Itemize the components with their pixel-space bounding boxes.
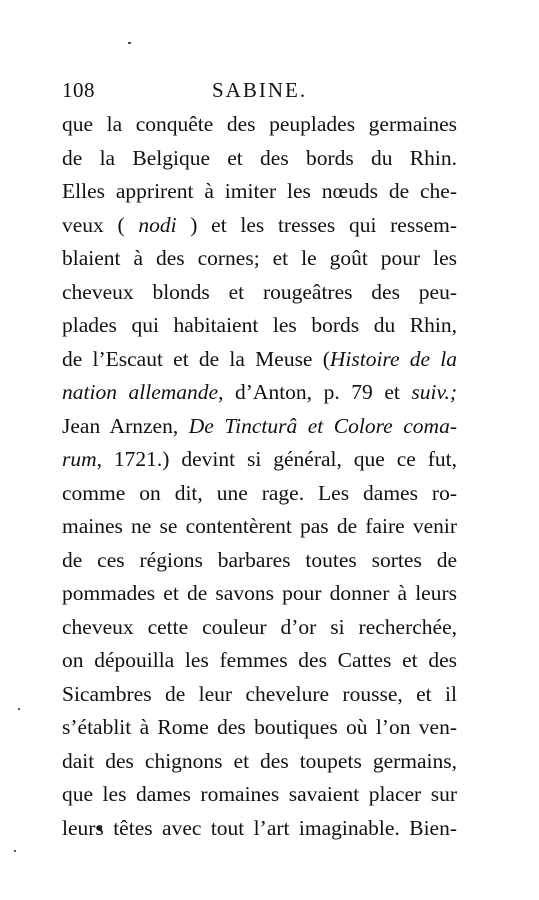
italic-text: Histoire de la [329, 346, 457, 371]
text-segment: ) et les tresses qui ressem- [176, 212, 458, 237]
text-segment: cheveux cette couleur d’or si recherchée, [62, 614, 457, 639]
italic-text: nodi [138, 212, 177, 237]
text-line [62, 711, 457, 745]
text-segment: leurs têtes avec tout l’art imaginable. Bien- [62, 815, 457, 840]
text-segment: comme on dit, une rage. Les dames ro- [62, 480, 457, 505]
text-line [62, 376, 457, 410]
ink-speck-margin-left-low [14, 850, 16, 852]
text-segment: Sicambres de leur chevelure rousse, et il [62, 681, 457, 706]
text-line [62, 410, 457, 444]
text-line [62, 611, 457, 645]
text-segment: cheveux blonds et rougeâtres des peu- [62, 279, 457, 304]
text-line [62, 745, 457, 779]
text-line [62, 510, 457, 544]
text-line [62, 577, 457, 611]
text-line [62, 477, 457, 511]
running-head: SABINE. [212, 78, 308, 102]
text-line [62, 209, 457, 243]
text-line [62, 276, 457, 310]
text-segment: , d’Anton, p. 79 et [218, 380, 412, 404]
text-segment: maines ne se contentèrent pas de faire venir [62, 514, 457, 538]
text-segment: que les dames romaines savaient placer sur [62, 782, 457, 806]
text-line [62, 443, 457, 477]
text-line [62, 544, 457, 578]
italic-text: nation allemande [62, 380, 219, 404]
text-segment: dait des chignons et des toupets germains, [62, 748, 457, 773]
text-segment: que la conquête des peuplades germaines [62, 112, 457, 136]
text-line [62, 644, 457, 678]
ink-speck-margin-left [18, 708, 20, 710]
text-line [62, 309, 457, 343]
text-segment: de la Belgique et des bords du Rhin. [62, 145, 457, 170]
text-segment: de l’Escaut et de la Meuse ( [62, 346, 330, 371]
italic-text: De Tincturâ et Colore coma- [188, 413, 457, 438]
text-line [62, 175, 457, 209]
text-line [62, 242, 457, 276]
text-segment: on dépouilla les femmes des Cattes et des [62, 648, 457, 672]
page-header [62, 78, 462, 110]
text-line [62, 343, 457, 377]
italic-text: suiv.; [411, 380, 457, 404]
text-segment: , 1721.) devint si général, que ce fut, [96, 447, 457, 471]
text-segment: blaient à des cornes; et le goût pour les [62, 246, 457, 270]
text-segment: Elles apprirent à imiter les nœuds de che- [62, 179, 457, 203]
text-line [62, 778, 457, 812]
text-line [62, 678, 457, 712]
text-line [62, 142, 457, 176]
text-segment: Jean Arnzen, [62, 413, 189, 438]
page-number: 108 [62, 78, 95, 102]
text-segment: plades qui habitaient les bords du Rhin, [62, 313, 457, 337]
text-segment: pommades et de savons pour donner à leurs [62, 581, 457, 605]
ink-speck-top [128, 42, 131, 44]
text-line [62, 812, 457, 846]
text-segment: de ces régions barbares toutes sortes de [62, 547, 457, 572]
italic-text: rum [62, 447, 97, 471]
body-text [62, 108, 457, 845]
text-line [62, 108, 457, 142]
text-segment: s’établit à Rome des boutiques où l’on ven- [62, 715, 457, 739]
text-segment: veux ( [62, 212, 139, 237]
